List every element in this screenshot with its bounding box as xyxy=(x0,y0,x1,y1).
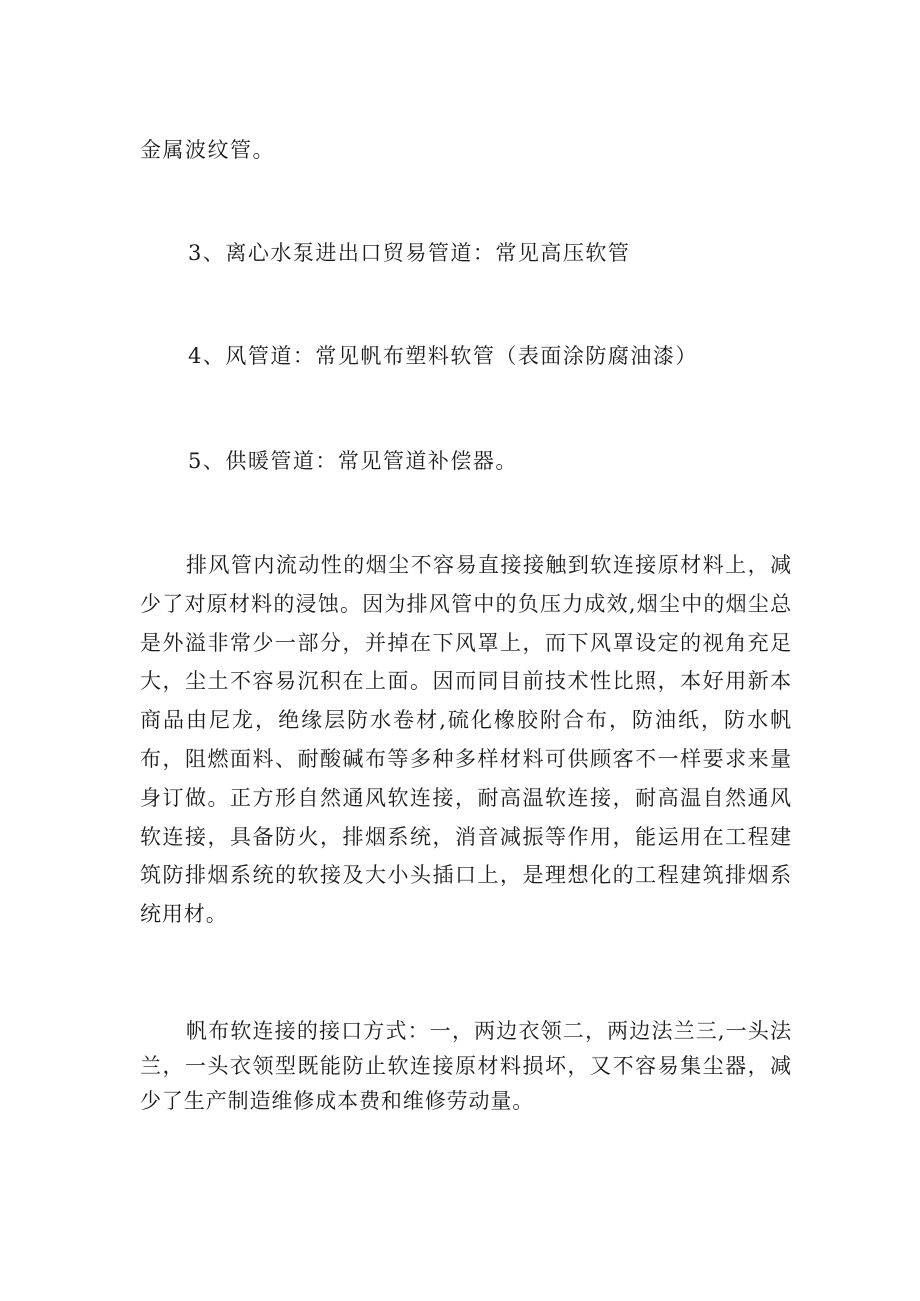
body-paragraph-2: 帆布软连接的接口方式：一，两边衣领二，两边法兰三,一头法兰，一头衣领型既能防止软连接原材料损坏，又不容易集尘器，减少了生产制造维修成本费和维修劳动量。 xyxy=(140,1019,792,1113)
text-line-continuation: 金属波纹管。 xyxy=(140,138,275,162)
list-item-5: 5、供暖管道：常见管道补偿器。 xyxy=(188,449,518,473)
list-item-4: 4、风管道：常见帆布塑料软管（表面涂防腐油漆） xyxy=(188,344,698,368)
list-item-3: 3、离心水泵进出口贸易管道：常见高压软管 xyxy=(188,241,631,265)
body-paragraph-1: 排风管内流动性的烟尘不容易直接接触到软连接原材料上，减少了对原材料的浸蚀。因为排风管中的负压力成效,烟尘中的烟尘总是外溢非常少一部分，并掉在下风罩上，而下风罩设定的视角充足大，尘土不容易沉积在上面。因而同目前技术性比照，本好用新本商品由尼龙，绝缘层防水卷材,硫化橡胶附合布，防油纸，防水帆布，阻燃面料、耐酸碱布等多种多样材料可供顾客不一样要求来量身订做。正方形自然通风软连接，耐高温软连接，耐高温自然通风软连接，具备防火，排烟系统，消音减振等作用，能运用在工程建筑防排烟系统的软接及大小头插口上，是理想化的工程建筑排烟系统用材。 xyxy=(140,553,792,927)
